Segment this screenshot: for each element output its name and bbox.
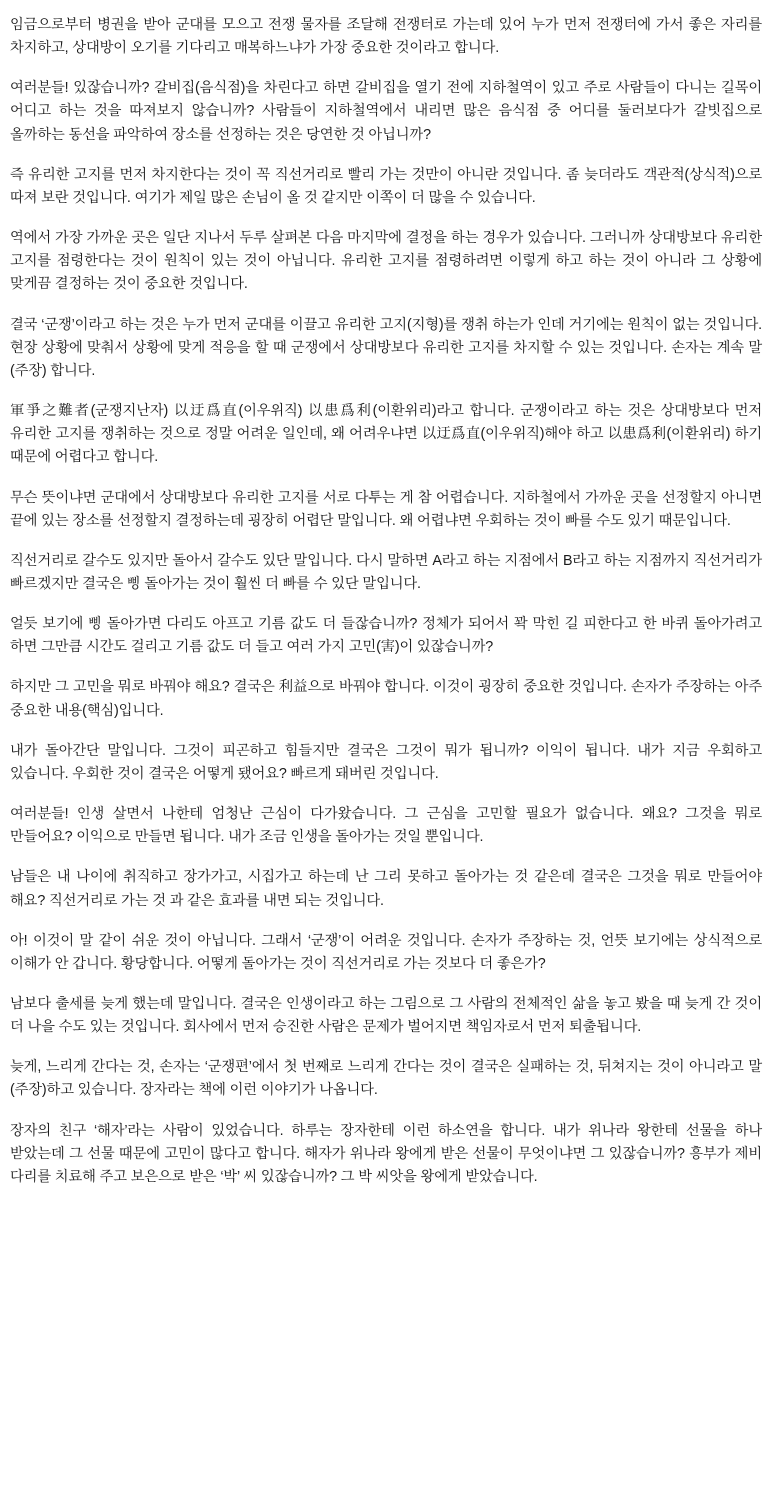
paragraph: 여러분들! 인생 살면서 나한테 엄청난 근심이 다가왔습니다. 그 근심을 고민할 필요가 없습니다. 왜요? 그것을 뭐로 만들어요? 이익으로 만들면 됩니다. 내가 조금 인생을 돌아가는 것일 뿐입니다. <box>10 806 762 846</box>
paragraph: 장자의 친구 ‘해자’라는 사람이 있었습니다. 하루는 장자한테 이런 하소연을 합니다. 내가 위나라 왕한테 선물을 하나 받았는데 그 선물 때문에 고민이 많다고 합니다. 해자가 위나라 왕에게 받은 선물이 무엇이냐면 그 있잖습니까? 흥부가 제비 다리를 치료해 주고 보은으로 받은 ‘박’ 씨 있잖습니까? 그 박 씨앗을 왕에게 받았습니다. <box>10 1122 762 1185</box>
paragraph: 직선거리로 갈수도 있지만 돌아서 갈수도 있단 말입니다. 다시 말하면 A라고 하는 지점에서 B라고 하는 지점까지 직선거리가 빠르겠지만 결국은 삥 돌아가는 것이 훨씬 더 빠를 수 있단 말입니다. <box>10 552 762 592</box>
paragraph: 아! 이것이 말 같이 쉬운 것이 아닙니다. 그래서 ‘군쟁’이 어려운 것입니다. 손자가 주장하는 것, 언뜻 보기에는 상식적으로 이해가 안 갑니다. 황당합니다. 어떻게 돌아가는 것이 직선거리로 가는 것보다 더 좋은가? <box>10 932 762 972</box>
paragraph: 내가 돌아간단 말입니다. 그것이 피곤하고 힘들지만 결국은 그것이 뭐가 됩니까? 이익이 됩니다. 내가 지금 우회하고 있습니다. 우회한 것이 결국은 어떻게 됐어요? 빠르게 돼버린 것입니다. <box>10 742 762 782</box>
paragraph: 남들은 내 나이에 취직하고 장가가고, 시집가고 하는데 난 그리 못하고 돌아가는 것 같은데 결국은 그것을 뭐로 만들어야 해요? 직선거리로 가는 것 과 같은 효과를 내면 되는 것입니다. <box>10 869 762 909</box>
paragraph: 남보다 출세를 늦게 했는데 말입니다. 결국은 인생이라고 하는 그림으로 그 사람의 전체적인 삶을 놓고 봤을 때 늦게 간 것이 더 나을 수도 있는 것입니다. 회사에서 먼저 승진한 사람은 문제가 벌어지면 책임자로서 먼저 퇴출됩니다. <box>10 996 762 1036</box>
paragraph: 여러분들! 있잖습니까? 갈비집(음식점)을 차린다고 하면 갈비집을 열기 전에 지하철역이 있고 주로 사람들이 다니는 길목이 어디고 하는 것을 따져보지 않습니까? 사람들이 지하철역에서 내리면 많은 음식점 중 어디를 둘러보다가 갈빗집으로 올까하는 동선을 파악하여 장소를 선정하는 것은 당연한 것 아닙니까? <box>10 80 762 143</box>
paragraph: 임금으로부터 병권을 받아 군대를 모으고 전쟁 물자를 조달해 전쟁터로 가는데 있어 누가 먼저 전쟁터에 가서 좋은 자리를 차지하고, 상대방이 오기를 기다리고 매복하느냐가 가장 중요한 것이라고 합니다. <box>10 17 762 57</box>
paragraph: 역에서 가장 가까운 곳은 일단 지나서 두루 살펴본 다음 마지막에 결정을 하는 경우가 있습니다. 그러니까 상대방보다 유리한 고지를 점령한다는 것이 원칙이 있는 것이 아닙니다. 유리한 고지를 점령하려면 이렇게 하고 하는 것이 아니라 그 상황에 맞게끔 결정하는 것이 중요한 것입니다. <box>10 230 762 293</box>
paragraph: 얼듯 보기에 삥 돌아가면 다리도 아프고 기름 값도 더 들잖습니까? 정체가 되어서 꽉 막힌 길 피한다고 한 바퀴 돌아가려고 하면 그만큼 시간도 걸리고 기름 값도 더 들고 여러 가지 고민(害)이 있잖습니까? <box>10 616 762 656</box>
paragraph: 즉 유리한 고지를 먼저 차지한다는 것이 꼭 직선거리로 빨리 가는 것만이 아니란 것입니다. 좀 늦더라도 객관적(상식적)으로 따져 보란 것입니다. 여기가 제일 많은 손님이 올 것 같지만 이쪽이 더 많을 수 있습니다. <box>10 166 762 206</box>
paragraph: 늦게, 느리게 간다는 것, 손자는 ‘군쟁편’에서 첫 번째로 느리게 간다는 것이 결국은 실패하는 것, 뒤쳐지는 것이 아니라고 말(주장)하고 있습니다. 장자라는 책에 이런 이야기가 나옵니다. <box>10 1059 762 1099</box>
paragraph: 무슨 뜻이냐면 군대에서 상대방보다 유리한 고지를 서로 다투는 게 참 어렵습니다. 지하철에서 가까운 곳을 선정할지 아니면 끝에 있는 장소를 선정할지 결정하는데 굉장히 어렵단 말입니다. 왜 어렵냐면 우회하는 것이 빠를 수도 있기 때문입니다. <box>10 489 762 529</box>
paragraph: 결국 ‘군쟁’이라고 하는 것은 누가 먼저 군대를 이끌고 유리한 고지(지형)를 쟁취 하는가 인데 거기에는 원칙이 없는 것입니다. 현장 상황에 맞춰서 상황에 맞게 적응을 할 때 군쟁에서 상대방보다 유리한 고지를 차지할 수 있는 것입니다. 손자는 계속 말(주장) 합니다. <box>10 316 762 379</box>
paragraph: 하지만 그 고민을 뭐로 바꿔야 해요? 결국은 利益으로 바꿔야 합니다. 이것이 굉장히 중요한 것입니다. 손자가 주장하는 아주 중요한 내용(핵심)입니다. <box>10 679 762 719</box>
paragraph: 軍爭之難者(군쟁지난자) 以迂爲直(이우위직) 以患爲利(이환위리)라고 합니다. 군쟁이라고 하는 것은 상대방보다 먼저 유리한 고지를 쟁취하는 것으로 정말 어려운 일인데, 왜 어려우냐면 以迂爲直(이우위직)해야 하고 以患爲利(이환위리) 하기 때문에 어렵다고 합니다. <box>10 403 762 466</box>
